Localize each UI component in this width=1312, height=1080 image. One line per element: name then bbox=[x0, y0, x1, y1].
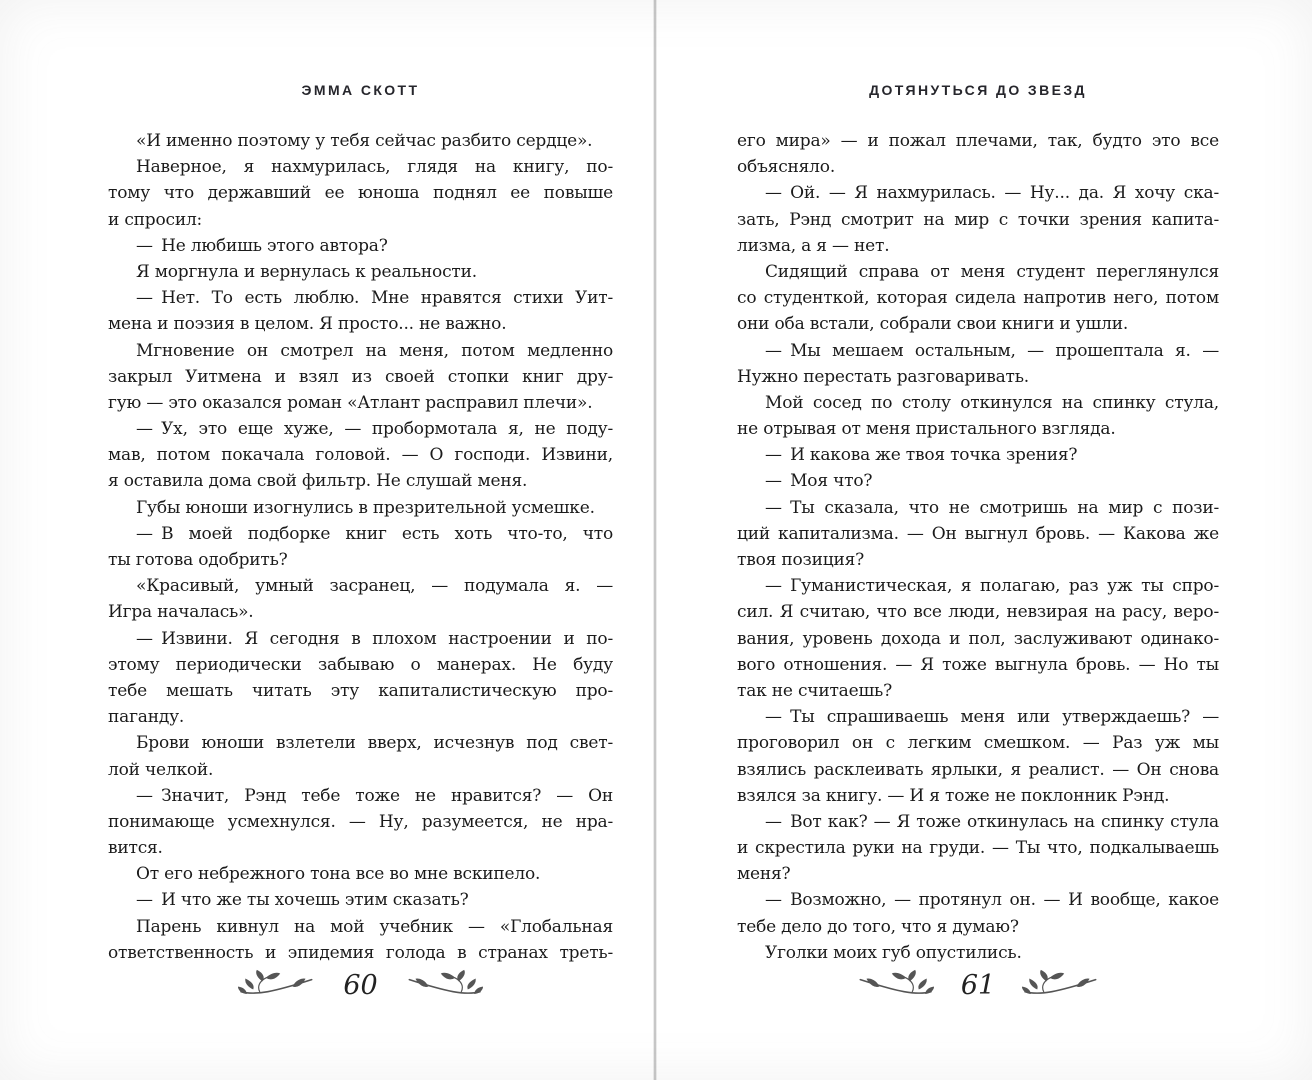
text-line: — Гуманистическая, я полагаю, раз уж ты спро- bbox=[765, 576, 1219, 597]
text-line: — Вот как? — Я тоже откинулась на спинку стула bbox=[765, 811, 1219, 832]
text-line: сил. Я считаю, что все люди, невзирая на расу, веро- bbox=[737, 602, 1219, 623]
text-line: со студенткой, которая сидела напротив него, потом bbox=[737, 288, 1219, 309]
text-line: — Нет. То есть люблю. Мне нравятся стихи Уит- bbox=[136, 288, 613, 309]
text-line: — Ты спрашиваешь меня или утверждаешь? — bbox=[765, 707, 1219, 728]
text-line: вого отношения. — Я тоже выгнула бровь. — Но ты bbox=[737, 654, 1219, 675]
text-line: зать, Рэнд смотрит на мир с точки зрения капита- bbox=[737, 209, 1219, 230]
text-line: — Значит, Рэнд тебе тоже не нравится? — Он bbox=[136, 785, 613, 806]
text-line: мав, потом покачала головой. — О господи. Извини, bbox=[108, 445, 613, 466]
floral-ornament-icon bbox=[855, 968, 935, 1002]
left-page bbox=[108, 0, 613, 1080]
text-line: они оба встали, собрали свои книги и ушли. bbox=[737, 314, 1129, 335]
text-line: тому что державший ее юноша поднял ее повыше bbox=[108, 183, 613, 204]
text-line: Нужно перестать разговаривать. bbox=[737, 366, 1030, 387]
floral-ornament-icon bbox=[237, 968, 317, 1002]
right-page-footer bbox=[737, 968, 1219, 1002]
left-page-number: 60 bbox=[343, 969, 378, 1001]
text-line: твоя позиция? bbox=[737, 550, 865, 570]
text-line: гую — это оказался роман «Атлант расправил плечи». bbox=[108, 392, 593, 413]
text-line: тебе мешать читать эту капиталистическую про- bbox=[108, 680, 613, 701]
right-page bbox=[737, 0, 1219, 1080]
text-line: — Ты сказала, что не смотришь на мир с пози- bbox=[765, 497, 1219, 518]
text-line: ций капитализма. — Он выгнул бровь. — Какова же bbox=[737, 523, 1219, 544]
text-line: — И что же ты хочешь этим сказать? bbox=[136, 890, 469, 911]
text-line: этому периодически забываю о манерах. Не буду bbox=[108, 654, 613, 675]
text-line: — И какова же твоя точка зрения? bbox=[765, 445, 1078, 466]
text-line: Наверное, я нахмурилась, глядя на книгу, по- bbox=[136, 157, 613, 178]
text-line: Губы юноши изогнулись в презрительной усмешке. bbox=[136, 497, 595, 518]
text-line: Брови юноши взлетели вверх, исчезнув под свет- bbox=[136, 733, 613, 754]
text-line: — Ой. — Я нахмурилась. — Ну... да. Я хочу ска- bbox=[765, 183, 1219, 204]
text-line: и скрестила руки на груди. — Ты что, подкалываешь bbox=[737, 838, 1219, 859]
text-line: лой челкой. bbox=[108, 759, 214, 780]
text-line: понимающе усмехнулся. — Ну, разумеется, не нра- bbox=[108, 811, 613, 832]
text-line: — Мы мешаем остальным, — прошептала я. — bbox=[765, 340, 1219, 361]
text-line: объясняло. bbox=[737, 157, 836, 178]
text-line: его мира» — и пожал плечами, так, будто это все bbox=[737, 131, 1219, 151]
left-running-header: ЭММА СКОТТ bbox=[301, 82, 420, 98]
floral-ornament-icon bbox=[1021, 968, 1101, 1002]
text-line: взялся за книгу. — И я тоже не поклонник Рэнд. bbox=[737, 785, 1170, 806]
text-line: так не считаешь? bbox=[737, 680, 893, 701]
text-line: меня? bbox=[737, 864, 791, 885]
right-page-number: 61 bbox=[960, 969, 996, 1001]
text-line: не отрывая от меня пристального взгляда. bbox=[737, 419, 1116, 440]
text-line: вится. bbox=[108, 838, 163, 859]
text-line: мена и поэзия в целом. Я просто... не важно. bbox=[108, 314, 507, 335]
text-line: взялись расклеивать ярлыки, я реалист. — Он снова bbox=[737, 759, 1219, 780]
text-line: закрыл Уитмена и взял из своей стопки книг дру- bbox=[108, 366, 613, 387]
left-page-footer bbox=[108, 968, 613, 1002]
text-line: лизма, а я — нет. bbox=[737, 235, 890, 256]
text-line: Игра началась». bbox=[108, 602, 254, 623]
text-line: Парень кивнул на мой учебник — «Глобальная bbox=[136, 916, 613, 937]
text-line: тебе дело до того, что я думаю? bbox=[737, 916, 1019, 937]
left-text-block bbox=[108, 128, 613, 966]
text-line: Мой сосед по столу откинулся на спинку стула, bbox=[765, 392, 1219, 413]
text-line: и спросил: bbox=[108, 209, 203, 230]
text-line: паганду. bbox=[108, 707, 185, 728]
page-divider bbox=[654, 0, 656, 1080]
text-line: Я моргнула и вернулась к реальности. bbox=[136, 261, 477, 282]
text-line: проговорил он с легким смешком. — Раз уж мы bbox=[737, 733, 1219, 754]
text-line: — Моя что? bbox=[765, 471, 873, 492]
floral-ornament-icon bbox=[404, 968, 484, 1002]
text-line: ответственность и эпидемия голода в странах треть- bbox=[108, 942, 613, 963]
text-line: Уголки моих губ опустились. bbox=[765, 942, 1022, 963]
text-line: — Не любишь этого автора? bbox=[136, 235, 388, 256]
text-line: — Возможно, — протянул он. — И вообще, какое bbox=[765, 890, 1219, 911]
text-line: Мгновение он смотрел на меня, потом медленно bbox=[136, 340, 613, 361]
right-text-block bbox=[737, 128, 1219, 966]
text-line: От его небрежного тона все во мне вскипело. bbox=[136, 864, 541, 885]
text-line: «И именно поэтому у тебя сейчас разбито сердце». bbox=[136, 131, 593, 151]
text-line: — Ух, это еще хуже, — пробормотала я, не поду- bbox=[136, 419, 613, 440]
text-line: я оставила дома свой фильтр. Не слушай меня. bbox=[108, 471, 528, 492]
text-line: — В моей подборке книг есть хоть что-то, что bbox=[136, 523, 613, 544]
text-line: — Извини. Я сегодня в плохом настроении и по- bbox=[136, 628, 613, 649]
text-line: «Красивый, умный засранец, — подумала я. — bbox=[136, 576, 613, 597]
text-line: вания, уровень дохода и пол, заслуживают одинако- bbox=[737, 628, 1219, 649]
text-line: ты готова одобрить? bbox=[108, 550, 288, 570]
right-running-header: ДОТЯНУТЬСЯ ДО ЗВЕЗД bbox=[869, 82, 1087, 98]
text-line: Сидящий справа от меня студент переглянулся bbox=[765, 261, 1219, 282]
